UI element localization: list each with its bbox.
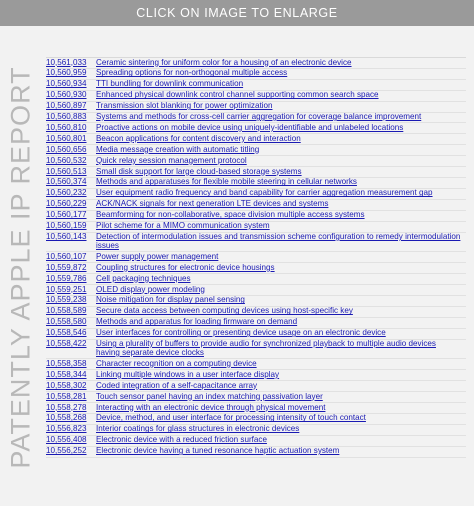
patent-number-link[interactable]: 10,560,143: [46, 232, 87, 241]
patent-title-link[interactable]: Small disk support for large cloud-based storage systems: [96, 166, 302, 176]
patent-title-link[interactable]: Electronic device having a tuned resonance haptic actuation system: [96, 446, 340, 456]
enlarge-banner-label: CLICK ON IMAGE TO ENLARGE: [136, 6, 338, 20]
patent-row: [46, 340, 466, 360]
patent-title-link[interactable]: Pilot scheme for a MIMO communication system: [96, 221, 270, 231]
patent-row: [46, 252, 466, 263]
patent-title-link[interactable]: Electronic device with a reduced friction surface: [96, 435, 267, 445]
patent-title-link[interactable]: Proactive actions on mobile device using uniquely-identifiable and unlabeled locations: [96, 122, 404, 132]
patent-title-link[interactable]: Coded integration of a self-capacitance array: [96, 380, 258, 390]
patent-row: [46, 145, 466, 156]
patent-row: [46, 222, 466, 233]
patent-row: [46, 370, 466, 381]
patent-title-link[interactable]: User equipment radio frequency and band capability for carrier aggregation measurement gap: [96, 188, 433, 198]
patent-number-link[interactable]: 10,558,546: [46, 328, 87, 338]
patent-row: [46, 123, 466, 134]
patent-title-link[interactable]: Character recognition on a computing device: [96, 358, 257, 368]
patent-number-link[interactable]: 10,560,229: [46, 199, 87, 209]
patent-number-link[interactable]: 10,560,801: [46, 133, 87, 143]
side-title-text: PATENTLY APPLE IP REPORT: [5, 66, 36, 469]
patent-title-link[interactable]: Ceramic sintering for uniform color for a housing of an electronic device: [96, 57, 352, 67]
patent-number-link[interactable]: 10,560,934: [46, 79, 87, 89]
patent-number-link[interactable]: 10,560,897: [46, 101, 87, 111]
patent-title-link[interactable]: Beamforming for non-collaborative, space division multiple access systems: [96, 210, 365, 220]
patent-row: [46, 113, 466, 124]
patent-title-link[interactable]: OLED display power modeling: [96, 284, 205, 294]
patent-number-link[interactable]: 10,560,107: [46, 251, 87, 261]
patent-number-link[interactable]: 10,560,532: [46, 155, 87, 165]
patent-title-link[interactable]: Using a plurality of buffers to provide audio for synchronized playback to multiple audio devices having separate device clocks: [96, 339, 436, 357]
patent-number-link[interactable]: 10,558,580: [46, 317, 87, 327]
patent-number-link[interactable]: 10,558,422: [46, 339, 87, 349]
patent-row: [46, 447, 466, 458]
patent-number-link[interactable]: 10,560,177: [46, 210, 87, 220]
patent-number-link[interactable]: 10,560,959: [46, 68, 87, 78]
patent-row: [46, 307, 466, 318]
patent-title-link[interactable]: User interfaces for controlling or presenting device usage on an electronic device: [96, 328, 386, 338]
patent-table: [46, 57, 466, 458]
patent-title-link[interactable]: Media message creation with automatic titling: [96, 144, 260, 154]
patent-number-link[interactable]: 10,560,513: [46, 166, 87, 176]
patent-row: [46, 200, 466, 211]
patent-title-link[interactable]: Coupling structures for electronic device housings: [96, 262, 275, 272]
enlarge-banner[interactable]: [0, 0, 474, 26]
patent-title-link[interactable]: Transmission slot blanking for power optimization: [96, 101, 273, 111]
patent-row: [46, 285, 466, 296]
patent-row: [46, 296, 466, 307]
patent-row: [46, 425, 466, 436]
patent-row: [46, 91, 466, 102]
patent-number-link[interactable]: 10,556,408: [46, 435, 87, 445]
patent-row: [46, 403, 466, 414]
patent-title-link[interactable]: Linking multiple windows in a user interface display: [96, 369, 280, 379]
patent-title-link[interactable]: Secure data access between computing devices using host-specific key: [96, 306, 353, 316]
side-title: [4, 40, 38, 495]
patent-number-link[interactable]: 10,560,159: [46, 221, 87, 231]
patent-title-link[interactable]: Methods and apparatus for loading firmware on demand: [96, 317, 298, 327]
patent-title-link[interactable]: Interacting with an electronic device through physical movement: [96, 402, 326, 412]
patent-row: [46, 414, 466, 425]
patent-number-link[interactable]: 10,556,252: [46, 446, 87, 456]
patent-row: [46, 134, 466, 145]
patent-row: [46, 233, 466, 253]
patent-row: [46, 167, 466, 178]
patent-number-link[interactable]: 10,560,374: [46, 177, 87, 187]
patent-row: [46, 58, 466, 69]
patent-title-link[interactable]: ACK/NACK signals for next generation LTE devices and systems: [96, 199, 329, 209]
patent-title-link[interactable]: Beacon applications for content discovery and interaction: [96, 133, 301, 143]
patent-number-link[interactable]: 10,560,930: [46, 90, 87, 100]
patent-number-link[interactable]: 10,556,823: [46, 424, 87, 434]
patent-number-link[interactable]: 10,558,278: [46, 402, 87, 412]
patent-number-link[interactable]: 10,558,358: [46, 358, 87, 368]
patent-number-link[interactable]: 10,558,589: [46, 306, 87, 316]
patent-row: [46, 211, 466, 222]
patent-row: [46, 359, 466, 370]
patent-title-link[interactable]: Systems and methods for cross-cell carrier aggregation for coverage balance improvement: [96, 112, 422, 122]
patent-title-link[interactable]: Spreading options for non-orthogonal multiple access: [96, 68, 288, 78]
patent-number-link[interactable]: 10,558,302: [46, 380, 87, 390]
patent-title-link[interactable]: Touch sensor panel having an index matching passivation layer: [96, 391, 323, 401]
patent-title-link[interactable]: Enhanced physical downlink control channel supporting common search space: [96, 90, 379, 100]
patent-title-link[interactable]: Quick relay session management protocol: [96, 155, 247, 165]
patent-title-link[interactable]: Detection of intermodulation issues and transmission scheme configuration to remedy intermodulation issues: [96, 232, 461, 250]
patent-title-link[interactable]: Cell packaging techniques: [96, 273, 191, 283]
patent-number-link[interactable]: 10,559,238: [46, 295, 87, 305]
patent-row: [46, 381, 466, 392]
patent-number-link[interactable]: 10,561,033: [46, 57, 87, 67]
patent-number-link[interactable]: 10,560,232: [46, 188, 87, 198]
patent-number-link[interactable]: 10,560,656: [46, 144, 87, 154]
patent-number-link[interactable]: 10,560,810: [46, 122, 87, 132]
patent-number-link[interactable]: 10,558,344: [46, 369, 87, 379]
patent-row: [46, 189, 466, 200]
patent-row: [46, 263, 466, 274]
patent-row: [46, 156, 466, 167]
patent-row: [46, 274, 466, 285]
patent-number-link[interactable]: 10,559,251: [46, 284, 87, 294]
patent-row: [46, 318, 466, 329]
patent-row: [46, 436, 466, 447]
patent-row: [46, 392, 466, 403]
patent-row: [46, 178, 466, 189]
patent-row: [46, 329, 466, 340]
patent-row: [46, 102, 466, 113]
patent-number-link[interactable]: 10,558,268: [46, 413, 87, 423]
patent-title-link[interactable]: Methods and apparatuses for flexible mobile steering in cellular networks: [96, 177, 357, 187]
patent-title-link[interactable]: TTI bundling for downlink communication: [96, 79, 244, 89]
patent-row: [46, 80, 466, 91]
patent-title-link[interactable]: Interior coatings for glass structures in electronic devices: [96, 424, 300, 434]
patent-title-link[interactable]: Device, method, and user interface for processing intensity of touch contact: [96, 413, 366, 423]
patent-number-link[interactable]: 10,559,786: [46, 273, 87, 283]
patent-number-link[interactable]: 10,560,883: [46, 112, 87, 122]
patent-title-link[interactable]: Power supply power management: [96, 251, 219, 261]
patent-number-link[interactable]: 10,558,281: [46, 391, 87, 401]
patent-number-link[interactable]: 10,559,872: [46, 262, 87, 272]
patent-title-link[interactable]: Noise mitigation for display panel sensing: [96, 295, 245, 305]
patent-row: [46, 69, 466, 80]
